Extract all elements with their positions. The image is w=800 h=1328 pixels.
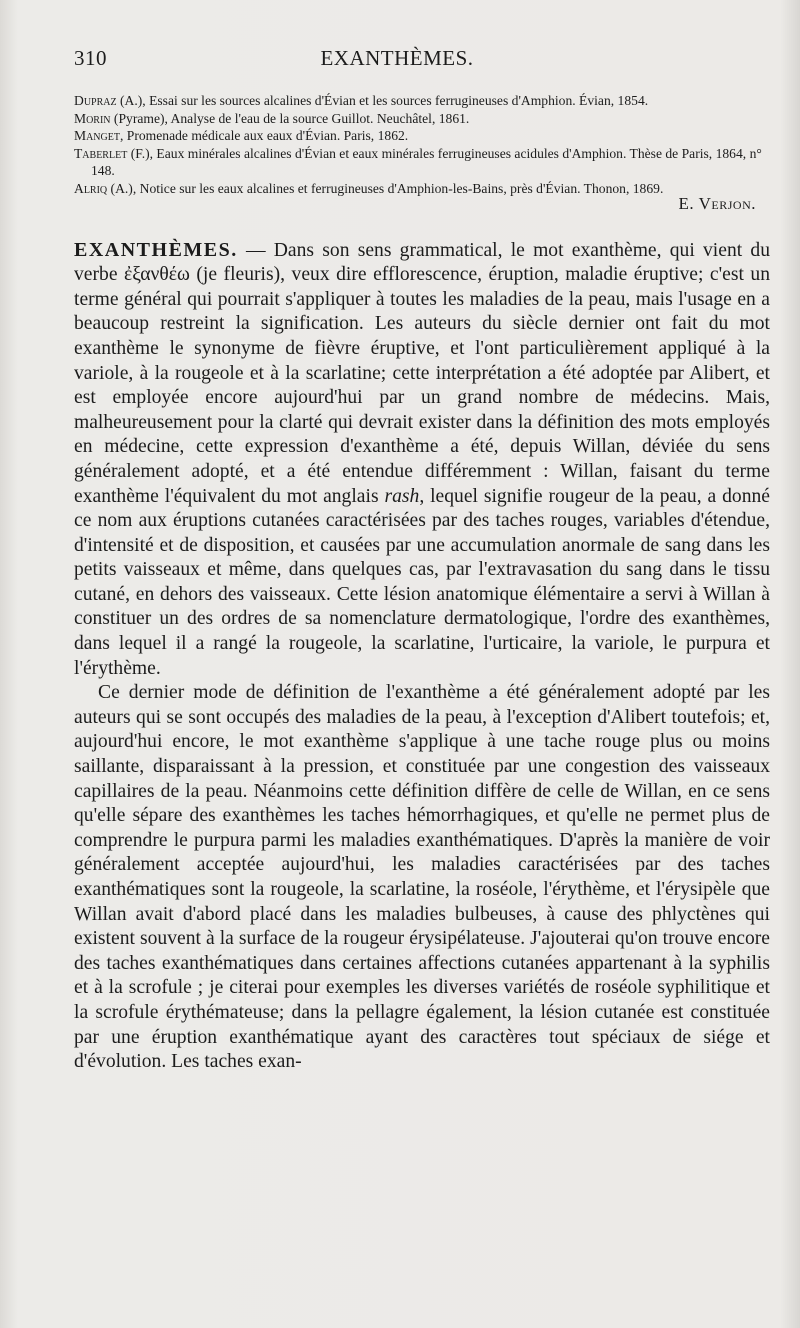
bibliography: [74, 92, 770, 198]
entry-author: Manget: [74, 128, 120, 144]
article-body: [74, 238, 770, 1075]
entry-author: Alriq: [74, 180, 108, 196]
entry-text: (A.), Essai sur les sources alcalines d'Évian et les sources ferrugineuses d'Amphion. Évian, 1854.: [116, 93, 649, 108]
paragraph-2: Ce dernier mode de définition de l'exanthème a été généralement adopté par les auteurs qui se sont occupés des maladies de la peau, à l'exception d'Alibert toutefois; et, aujourd'hui encore, le mot exanthème s'applique à une tache rouge plus ou moins saillante, disparaissant à la pression, et constituée par une congestion des vaisseaux capillaires de la peau. Néanmoins cette définition diffère de celle de Willan, en ce sens qu'elle sépare des exanthèmes les taches hémorrhagiques, et qu'elle ne permet plus de comprendre le purpura parmi les maladies exanthématiques. D'après la manière de voir généralement acceptée aujourd'hui, les maladies caractérisées par des taches exanthématiques sont la rougeole, la scarlatine, la roséole, l'érythème, et l'érysipèle que Willan avait d'abord placé dans les maladies bulbeuses, à cause des phlyctènes qui existent souvent à la surface de la rougeur érysipélateuse. J'ajouterai qu'on trouve encore des taches exanthématiques dans certaines affections cutanées appartenant à la syphilis et à la scrofule ; je citerai pour exemples les diverses variétés de roséole syphilitique et la scrofule érythémateuse; dans la pellagre également, la lésion cutanée est constituée par une éruption exanthématique ayant des caractères tout spéciaux de siége et d'évolution. Les taches exan-: [74, 682, 770, 1073]
paragraph-1-text-a: — Dans son sens grammatical, le mot exanthème, qui vient du verbe ἐξανθέω (je fleuris), veux dire efflorescence, éruption, maladie éruptive; c'est un terme général qui pourrait s'appliquer à toutes les maladies de la peau, mais l'usage en a beaucoup restreint la signification. Les auteurs du siècle dernier ont fait du mot exanthème le synonyme de fièvre éruptive, et l'ont particulièrement appliqué à la variole, à la rougeole et à la scarlatine; cette interprétation a été adoptée par Alibert, et est employée encore aujourd'hui par un grand nombre de médecins. Mais, malheureusement pour la clarté qui devrait exister dans la définition des mots employés en médecine, cette expression d'exanthème a été, depuis Willan, déviée du sens généralement adopté, et a été entendue différemment : Willan, faisant du terme exanthème l'équivalent du mot anglais: [74, 239, 770, 507]
entry-text: (F.), Eaux minérales alcalines d'Évian et eaux minérales ferrugineuses acidules d'Amphion. Thèse de Paris, 1864, n° 148.: [91, 145, 762, 179]
bibliography-entry: [74, 92, 770, 110]
entry-author: Dupraz: [74, 93, 117, 108]
bibliography-entry: [74, 110, 770, 128]
running-title: EXANTHÈMES.: [320, 46, 474, 70]
paragraph-1: [74, 238, 770, 682]
paragraph-1-text-b: , lequel signifie rougeur de la peau, a donné ce nom aux éruptions cutanées caractérisées par des taches rouges, variables d'étendue, d'intensité et de disposition, et causées par une accumulation anormale de sang dans les petits vaisseaux et même, dans quelques cas, par l'extravasation du sang dans le tissu cutané, en dehors des vaisseaux. Cette lésion anatomique élémentaire a servi à Willan à constituer un des ordres de sa nomenclature dermatologique, l'ordre des exanthèmes, dans lequel il a rangé la rougeole, la scarlatine, l'urticaire, la variole, le purpura et l'érythème.: [74, 485, 770, 679]
page-number: 310: [74, 46, 107, 70]
page-header: [74, 46, 770, 86]
entry-text: (Pyrame), Analyse de l'eau de la source Guillot. Neuchâtel, 1861.: [110, 110, 470, 126]
entry-author: Taberlet: [74, 145, 128, 161]
bibliography-entry: [74, 145, 770, 180]
entry-text: (A.), Notice sur les eaux alcalines et ferrugineuses d'Amphion-les-Bains, près d'Évian. Thonon, 1869.: [107, 180, 664, 196]
bibliography-entry: [74, 127, 770, 145]
author-signature: E. Verjon.: [678, 193, 756, 213]
article-headword: EXANTHÈMES.: [74, 238, 238, 261]
entry-text: , Promenade médicale aux eaux d'Évian. Paris, 1862.: [119, 128, 409, 144]
italic-term: rash: [384, 485, 420, 507]
entry-author: Morin: [74, 110, 111, 126]
